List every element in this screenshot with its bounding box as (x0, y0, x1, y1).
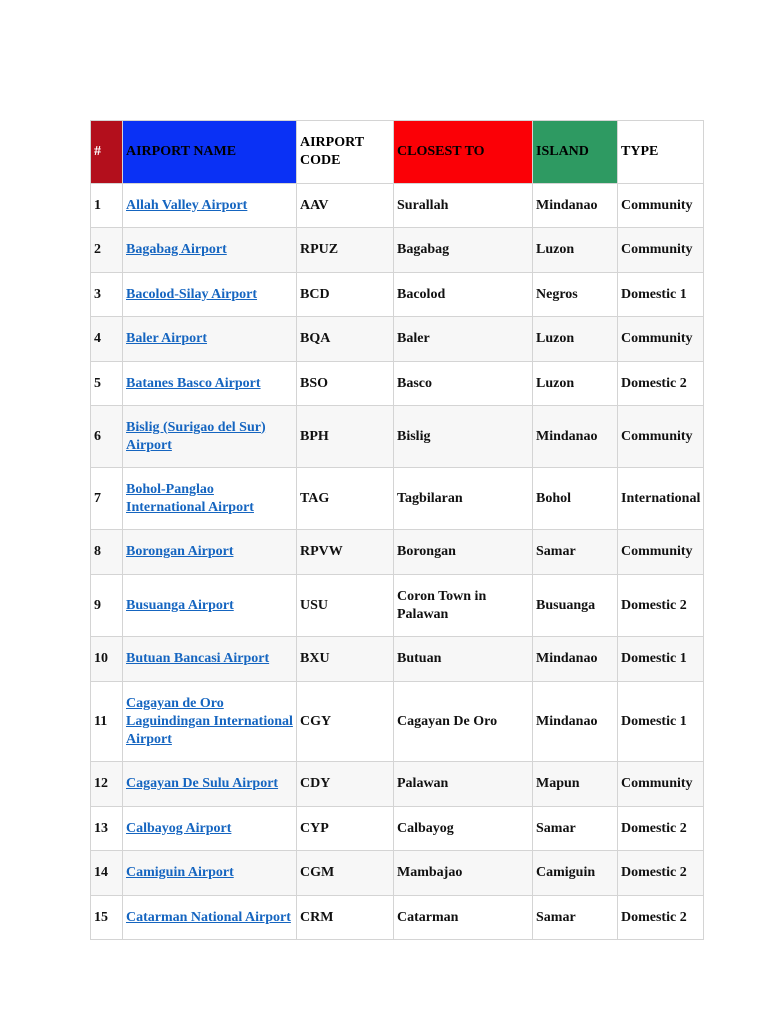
airport-code-cell: CRM (297, 896, 394, 940)
closest-to-cell: Bagabag (394, 228, 533, 273)
closest-to-cell: Butuan (394, 637, 533, 682)
closest-to-cell: Cagayan De Oro (394, 682, 533, 762)
airport-code-cell: USU (297, 575, 394, 637)
closest-to-cell: Coron Town in Palawan (394, 575, 533, 637)
closest-to-cell: Tagbilaran (394, 468, 533, 530)
closest-to-cell: Catarman (394, 896, 533, 940)
airport-name-link[interactable]: Cagayan de Oro Laguindingan International Airport (126, 695, 293, 747)
type-cell: Domestic 2 (618, 807, 704, 851)
type-cell: Community (618, 406, 704, 468)
row-number-cell: 3 (91, 273, 123, 317)
island-cell: Mindanao (533, 184, 618, 228)
airport-name-link[interactable]: Camiguin Airport (126, 865, 234, 880)
closest-to-cell: Surallah (394, 184, 533, 228)
type-cell: Community (618, 317, 704, 362)
closest-to-cell: Bislig (394, 406, 533, 468)
island-cell: Mindanao (533, 637, 618, 682)
airport-code-cell: BPH (297, 406, 394, 468)
island-cell: Camiguin (533, 851, 618, 896)
table-body (91, 184, 704, 940)
airport-name-link[interactable]: Calbayog Airport (126, 820, 232, 836)
airport-table (90, 120, 704, 940)
airport-name-cell (123, 762, 297, 807)
airport-name-link[interactable]: Bagabag Airport (126, 242, 227, 257)
table-row (91, 362, 704, 406)
airport-name-cell (123, 184, 297, 228)
airport-code-cell: BXU (297, 637, 394, 682)
airport-name-link[interactable]: Bislig (Surigao del Sur) Airport (126, 419, 266, 453)
table-row (91, 530, 704, 575)
table-row (91, 637, 704, 682)
row-number-cell: 2 (91, 228, 123, 273)
type-cell: Community (618, 228, 704, 273)
airport-name-cell (123, 807, 297, 851)
airport-name-link[interactable]: Baler Airport (126, 331, 208, 346)
airport-code-cell: CGY (297, 682, 394, 762)
island-cell: Samar (533, 807, 618, 851)
airport-code-cell: BCD (297, 273, 394, 317)
airport-code-cell: RPVW (297, 530, 394, 575)
type-cell: Domestic 1 (618, 637, 704, 682)
type-cell: Community (618, 762, 704, 807)
airport-name-link[interactable]: Catarman National Airport (126, 909, 291, 925)
header-row (91, 121, 704, 184)
table-row (91, 896, 704, 940)
airport-code-cell: CGM (297, 851, 394, 896)
row-number-cell: 14 (91, 851, 123, 896)
row-number-cell: 9 (91, 575, 123, 637)
airport-name-link[interactable]: Bohol-Panglao International Airport (126, 481, 254, 515)
row-number-cell: 5 (91, 362, 123, 406)
airport-name-cell (123, 468, 297, 530)
row-number-cell: 7 (91, 468, 123, 530)
row-number-cell: 11 (91, 682, 123, 762)
table-row (91, 468, 704, 530)
row-number-cell: 8 (91, 530, 123, 575)
airport-name-cell (123, 362, 297, 406)
type-cell: Domestic 2 (618, 362, 704, 406)
island-cell: Busuanga (533, 575, 618, 637)
closest-to-cell: Baler (394, 317, 533, 362)
type-cell: Community (618, 530, 704, 575)
island-cell: Mapun (533, 762, 618, 807)
airport-name-link[interactable]: Batanes Basco Airport (126, 375, 261, 391)
airport-name-link[interactable]: Cagayan De Sulu Airport (126, 776, 279, 791)
airport-name-cell (123, 575, 297, 637)
type-cell: Domestic 2 (618, 575, 704, 637)
island-cell: Bohol (533, 468, 618, 530)
airport-name-cell (123, 851, 297, 896)
type-cell: Domestic 2 (618, 851, 704, 896)
table-row (91, 317, 704, 362)
header-cell-airport-code: AIRPORT CODE (297, 121, 394, 184)
closest-to-cell: Mambajao (394, 851, 533, 896)
type-cell: Community (618, 184, 704, 228)
header-cell-closest-to: CLOSEST TO (394, 121, 533, 184)
table-row (91, 807, 704, 851)
airport-name-link[interactable]: Bacolod-Silay Airport (126, 286, 258, 302)
table-row (91, 228, 704, 273)
header-cell-airport-name: AIRPORT NAME (123, 121, 297, 184)
airport-name-cell (123, 637, 297, 682)
table-row (91, 273, 704, 317)
island-cell: Luzon (533, 317, 618, 362)
airport-code-cell: BSO (297, 362, 394, 406)
airport-name-cell (123, 228, 297, 273)
airport-code-cell: BQA (297, 317, 394, 362)
airport-name-cell (123, 896, 297, 940)
airport-name-cell (123, 317, 297, 362)
airport-code-cell: RPUZ (297, 228, 394, 273)
row-number-cell: 10 (91, 637, 123, 682)
type-cell: Domestic 1 (618, 682, 704, 762)
header-cell-type: TYPE (618, 121, 704, 184)
row-number-cell: 4 (91, 317, 123, 362)
airport-name-link[interactable]: Busuanga Airport (126, 597, 234, 613)
type-cell: Domestic 1 (618, 273, 704, 317)
type-cell: Domestic 2 (618, 896, 704, 940)
closest-to-cell: Palawan (394, 762, 533, 807)
table-row (91, 682, 704, 762)
header-cell-number: # (91, 121, 123, 184)
airport-code-cell: AAV (297, 184, 394, 228)
table-row (91, 575, 704, 637)
row-number-cell: 12 (91, 762, 123, 807)
island-cell: Luzon (533, 362, 618, 406)
closest-to-cell: Calbayog (394, 807, 533, 851)
table-row (91, 851, 704, 896)
airport-name-link[interactable]: Borongan Airport (126, 544, 234, 559)
island-cell: Samar (533, 896, 618, 940)
table-header (91, 121, 704, 184)
table-row (91, 184, 704, 228)
island-cell: Negros (533, 273, 618, 317)
airport-code-cell: CDY (297, 762, 394, 807)
row-number-cell: 15 (91, 896, 123, 940)
type-cell: International (618, 468, 704, 530)
island-cell: Mindanao (533, 682, 618, 762)
row-number-cell: 13 (91, 807, 123, 851)
closest-to-cell: Borongan (394, 530, 533, 575)
airport-name-link[interactable]: Allah Valley Airport (126, 197, 248, 213)
closest-to-cell: Bacolod (394, 273, 533, 317)
island-cell: Samar (533, 530, 618, 575)
table-row (91, 406, 704, 468)
airport-name-cell (123, 273, 297, 317)
row-number-cell: 6 (91, 406, 123, 468)
row-number-cell: 1 (91, 184, 123, 228)
airport-code-cell: TAG (297, 468, 394, 530)
airport-name-cell (123, 530, 297, 575)
island-cell: Luzon (533, 228, 618, 273)
table-row (91, 762, 704, 807)
airport-code-cell: CYP (297, 807, 394, 851)
airport-name-cell (123, 682, 297, 762)
header-cell-island: ISLAND (533, 121, 618, 184)
island-cell: Mindanao (533, 406, 618, 468)
airport-name-cell (123, 406, 297, 468)
airport-name-link[interactable]: Butuan Bancasi Airport (126, 651, 270, 666)
closest-to-cell: Basco (394, 362, 533, 406)
